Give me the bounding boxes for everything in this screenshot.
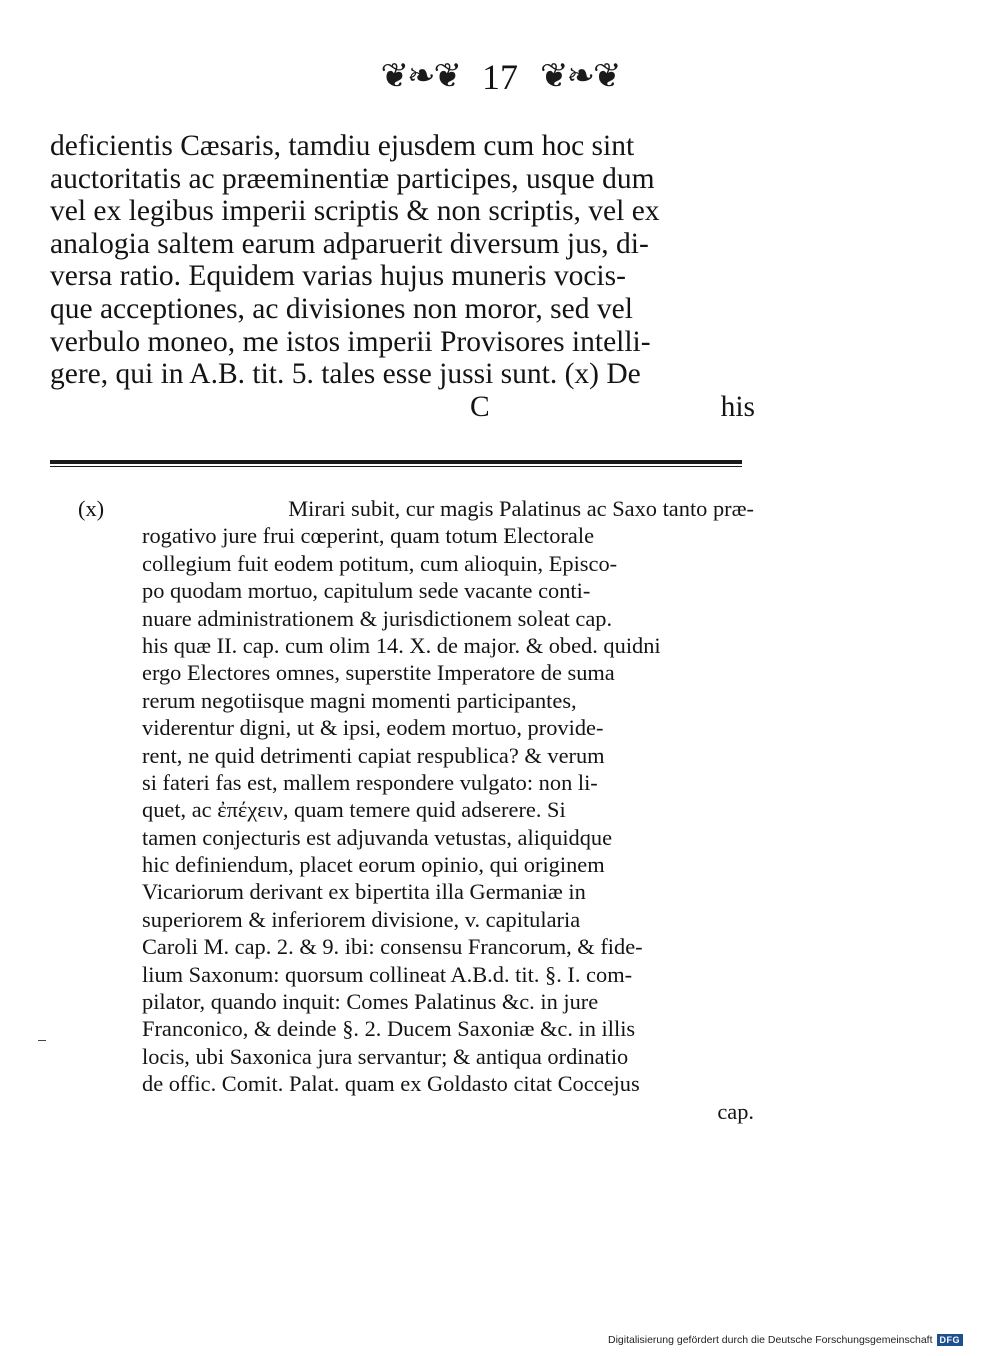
footnote-line: ergo Electores omnes, superstite Imperatore de suma	[142, 660, 615, 686]
footnote	[78, 495, 754, 1125]
footnote-line: collegium fuit eodem potitum, cum alioquin, Episco-	[142, 550, 618, 576]
credit-text: Digitalisierung gefördert durch die Deutsche Forschungsgemeinschaft	[608, 1334, 933, 1346]
footnote-line: viderentur digni, ut & ipsi, eodem mortuo, provide-	[142, 715, 604, 741]
footnote-line: superiorem & inferiorem divisione, v. capitularia	[142, 906, 581, 932]
main-line: auctoritatis ac præeminentiæ participes, usque dum	[50, 162, 655, 195]
ornament-right-icon: ❦❧❦	[540, 58, 620, 95]
footnote-line: lium Saxonum: quorsum collineat A.B.d. tit. §. I. com-	[142, 961, 633, 987]
footnote-line: nuare administrationem & jurisdictionem soleat cap.	[142, 605, 613, 631]
footnote-line: hic definiendum, placet eorum opinio, qui originem	[142, 852, 605, 878]
footnote-line: rogativo jure frui cœperint, quam totum Electorale	[142, 523, 595, 549]
digitization-credit	[608, 1334, 963, 1346]
main-line: versa ratio. Equidem varias hujus muneris vocis-	[50, 260, 626, 293]
dfg-logo-icon: DFG	[937, 1334, 964, 1346]
main-text	[50, 130, 755, 423]
footnote-catchword: cap.	[717, 1098, 754, 1124]
footnote-line: his quæ II. cap. cum olim 14. X. de major. & obed. quidni	[142, 632, 661, 658]
main-line: analogia saltem earum adparuerit diversum jus, di-	[50, 227, 649, 260]
page-header	[0, 52, 1000, 102]
main-line: vel ex legibus imperii scriptis & non scriptis, vel ex	[50, 195, 660, 228]
page-number: 17	[482, 57, 518, 97]
main-line: que acceptiones, ac divisiones non moror, sed vel	[50, 292, 633, 325]
footnote-line: de offic. Comit. Palat. quam ex Goldasto citat Coccejus	[142, 1071, 640, 1097]
footnote-line: Vicariorum derivant ex bipertita illa Germaniæ in	[142, 879, 586, 905]
footnote-line: tamen conjecturis est adjuvanda vetustas, aliquidque	[142, 824, 613, 850]
main-line: deficientis Cæsaris, tamdiu ejusdem cum hoc sint	[50, 130, 635, 162]
footnote-divider	[50, 460, 742, 467]
footnote-line: Caroli M. cap. 2. & 9. ibi: consensu Francorum, & fide-	[142, 934, 643, 960]
signature-mark: C	[470, 390, 490, 423]
footnote-line: rerum negotiisque magni momenti participantes,	[142, 687, 577, 713]
main-line: gere, qui in A.B. tit. 5. tales esse jussi sunt. (x) De	[50, 358, 641, 391]
margin-mark	[38, 1040, 46, 1041]
footnote-line: rent, ne quid detrimenti capiat respublica? & verum	[142, 742, 605, 768]
footnote-line: Franconico, & deinde §. 2. Ducem Saxoniæ &c. in illis	[142, 1016, 636, 1042]
catchword: his	[720, 390, 755, 423]
footnote-line: po quodam mortuo, capitulum sede vacante conti-	[142, 578, 591, 604]
ornament-left-icon: ❦❧❦	[380, 58, 460, 95]
footnote-line: locis, ubi Saxonica jura servantur; & antiqua ordinatio	[142, 1043, 629, 1069]
signature-line	[50, 391, 755, 424]
footnote-line: si fateri fas est, mallem respondere vulgato: non li-	[142, 769, 598, 795]
footnote-line: pilator, quando inquit: Comes Palatinus &c. in jure	[142, 989, 599, 1015]
footnote-line	[78, 495, 754, 522]
footnote-text: Mirari subit, cur magis Palatinus ac Saxo tanto præ-	[288, 496, 754, 521]
main-line: verbulo moneo, me istos imperii Provisores intelli-	[50, 325, 651, 358]
footnote-line: quet, ac ἐπέχειν, quam temere quid adserere. Si	[142, 797, 566, 823]
footnote-mark: (x)	[78, 496, 105, 521]
